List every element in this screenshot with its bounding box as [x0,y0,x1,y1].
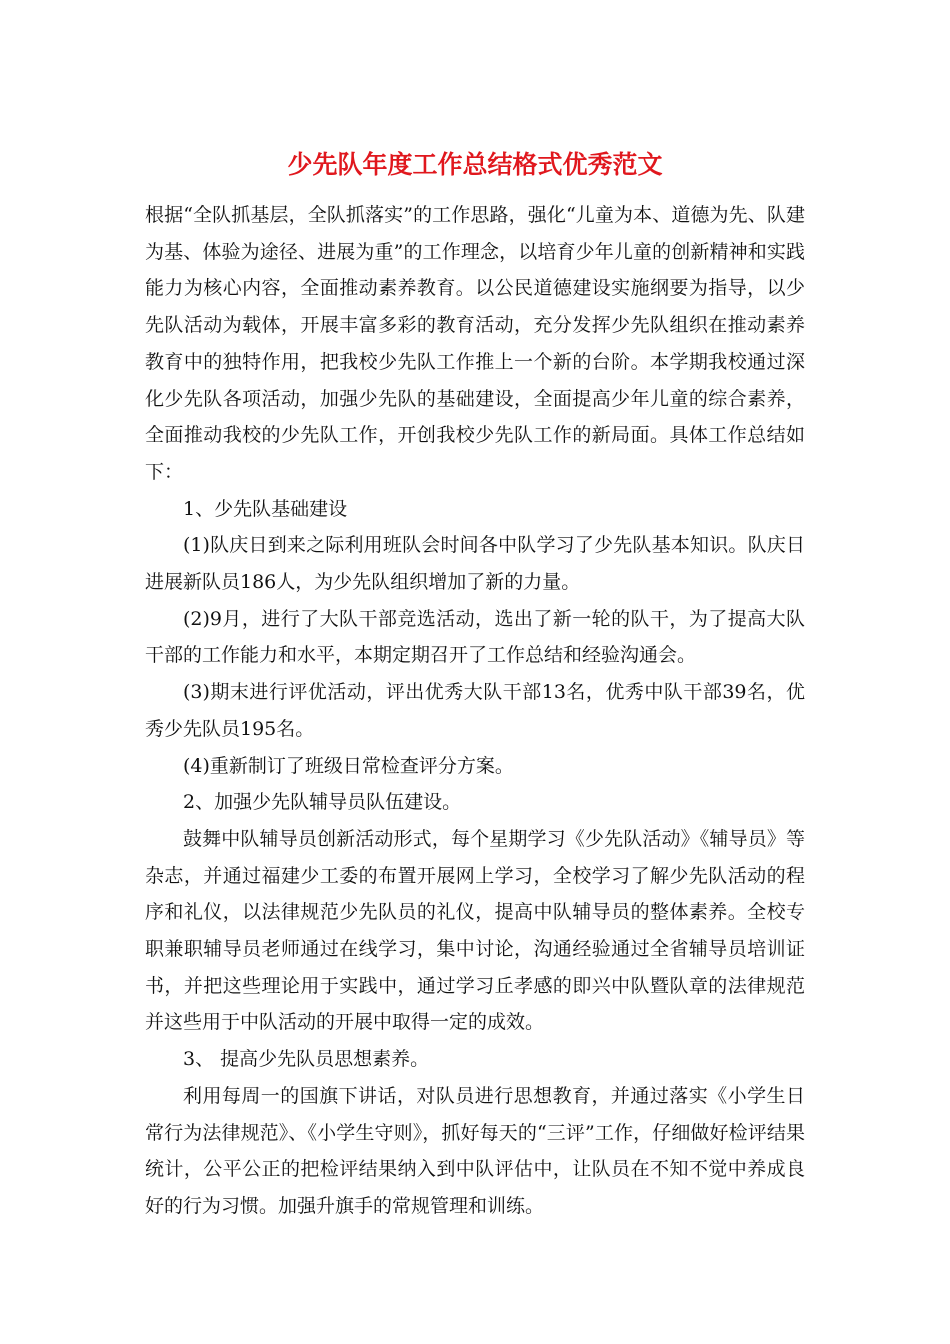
intro-paragraph: 根据“全队抓基层，全队抓落实”的工作思路，强化“儿童为本、道德为先、队建为基、体验为途径、进展为重”的工作理念，以培育少年儿童的创新精神和实践能力为核心内容，全面推动素养教育。以公民道德建设实施纲要为指导，以少先队活动为载体，开展丰富多彩的教育活动，充分发挥少先队组织在推动素养教育中的独特作用，把我校少先队工作推上一个新的台阶。本学期我校通过深化少先队各项活动，加强少先队的基础建设，全面提高少年儿童的综合素养，全面推动我校的少先队工作，开创我校少先队工作的新局面。具体工作总结如下： [145,204,805,483]
list-item: (2)9月，进行了大队干部竞选活动，选出了新一轮的队干，为了提高大队干部的工作能力和水平，本期定期召开了工作总结和经验沟通会。 [145,607,805,667]
section-heading: 2、加强少先队辅导员队伍建设。 [183,791,462,814]
document-title: 少先队年度工作总结格式优秀范文 [287,150,663,179]
list-item: (1)队庆日到来之际利用班队会时间各中队学习了少先队基本知识。队庆日进展新队员186人，为少先队组织增加了新的力量。 [145,534,805,594]
section-heading: 3、 提高少先队员思想素养。 [183,1048,430,1071]
list-item: (4)重新制订了班级日常检查评分方案。 [183,754,514,777]
section-heading: 1、少先队基础建设 [183,497,348,520]
body-paragraph: 利用每周一的国旗下讲话，对队员进行思想教育，并通过落实《小学生日常行为法律规范》、《小学生守则》，抓好每天的“三评”工作，仔细做好检评结果统计，公平公正的把检评结果纳入到中队评估中，让队员在不知不觉中养成良好的行为习惯。加强升旗手的常规管理和训练。 [145,1084,805,1217]
list-item: (3)期末进行评优活动，评出优秀大队干部13名，优秀中队干部39名，优秀少先队员195名。 [145,681,805,740]
body-paragraph: 鼓舞中队辅导员创新活动形式，每个星期学习《少先队活动》《辅导员》等杂志，并通过福建少工委的布置开展网上学习，全校学习了解少先队活动的程序和礼仪，以法律规范少先队员的礼仪，提高中队辅导员的整体素养。全校专职兼职辅导员老师通过在线学习，集中讨论，沟通经验通过全省辅导员培训证书，并把这些理论用于实践中，通过学习丘孝感的即兴中队暨队章的法律规范并这些用于中队活动的开展中取得一定的成效。 [145,827,805,1034]
document-body [145,197,805,1225]
